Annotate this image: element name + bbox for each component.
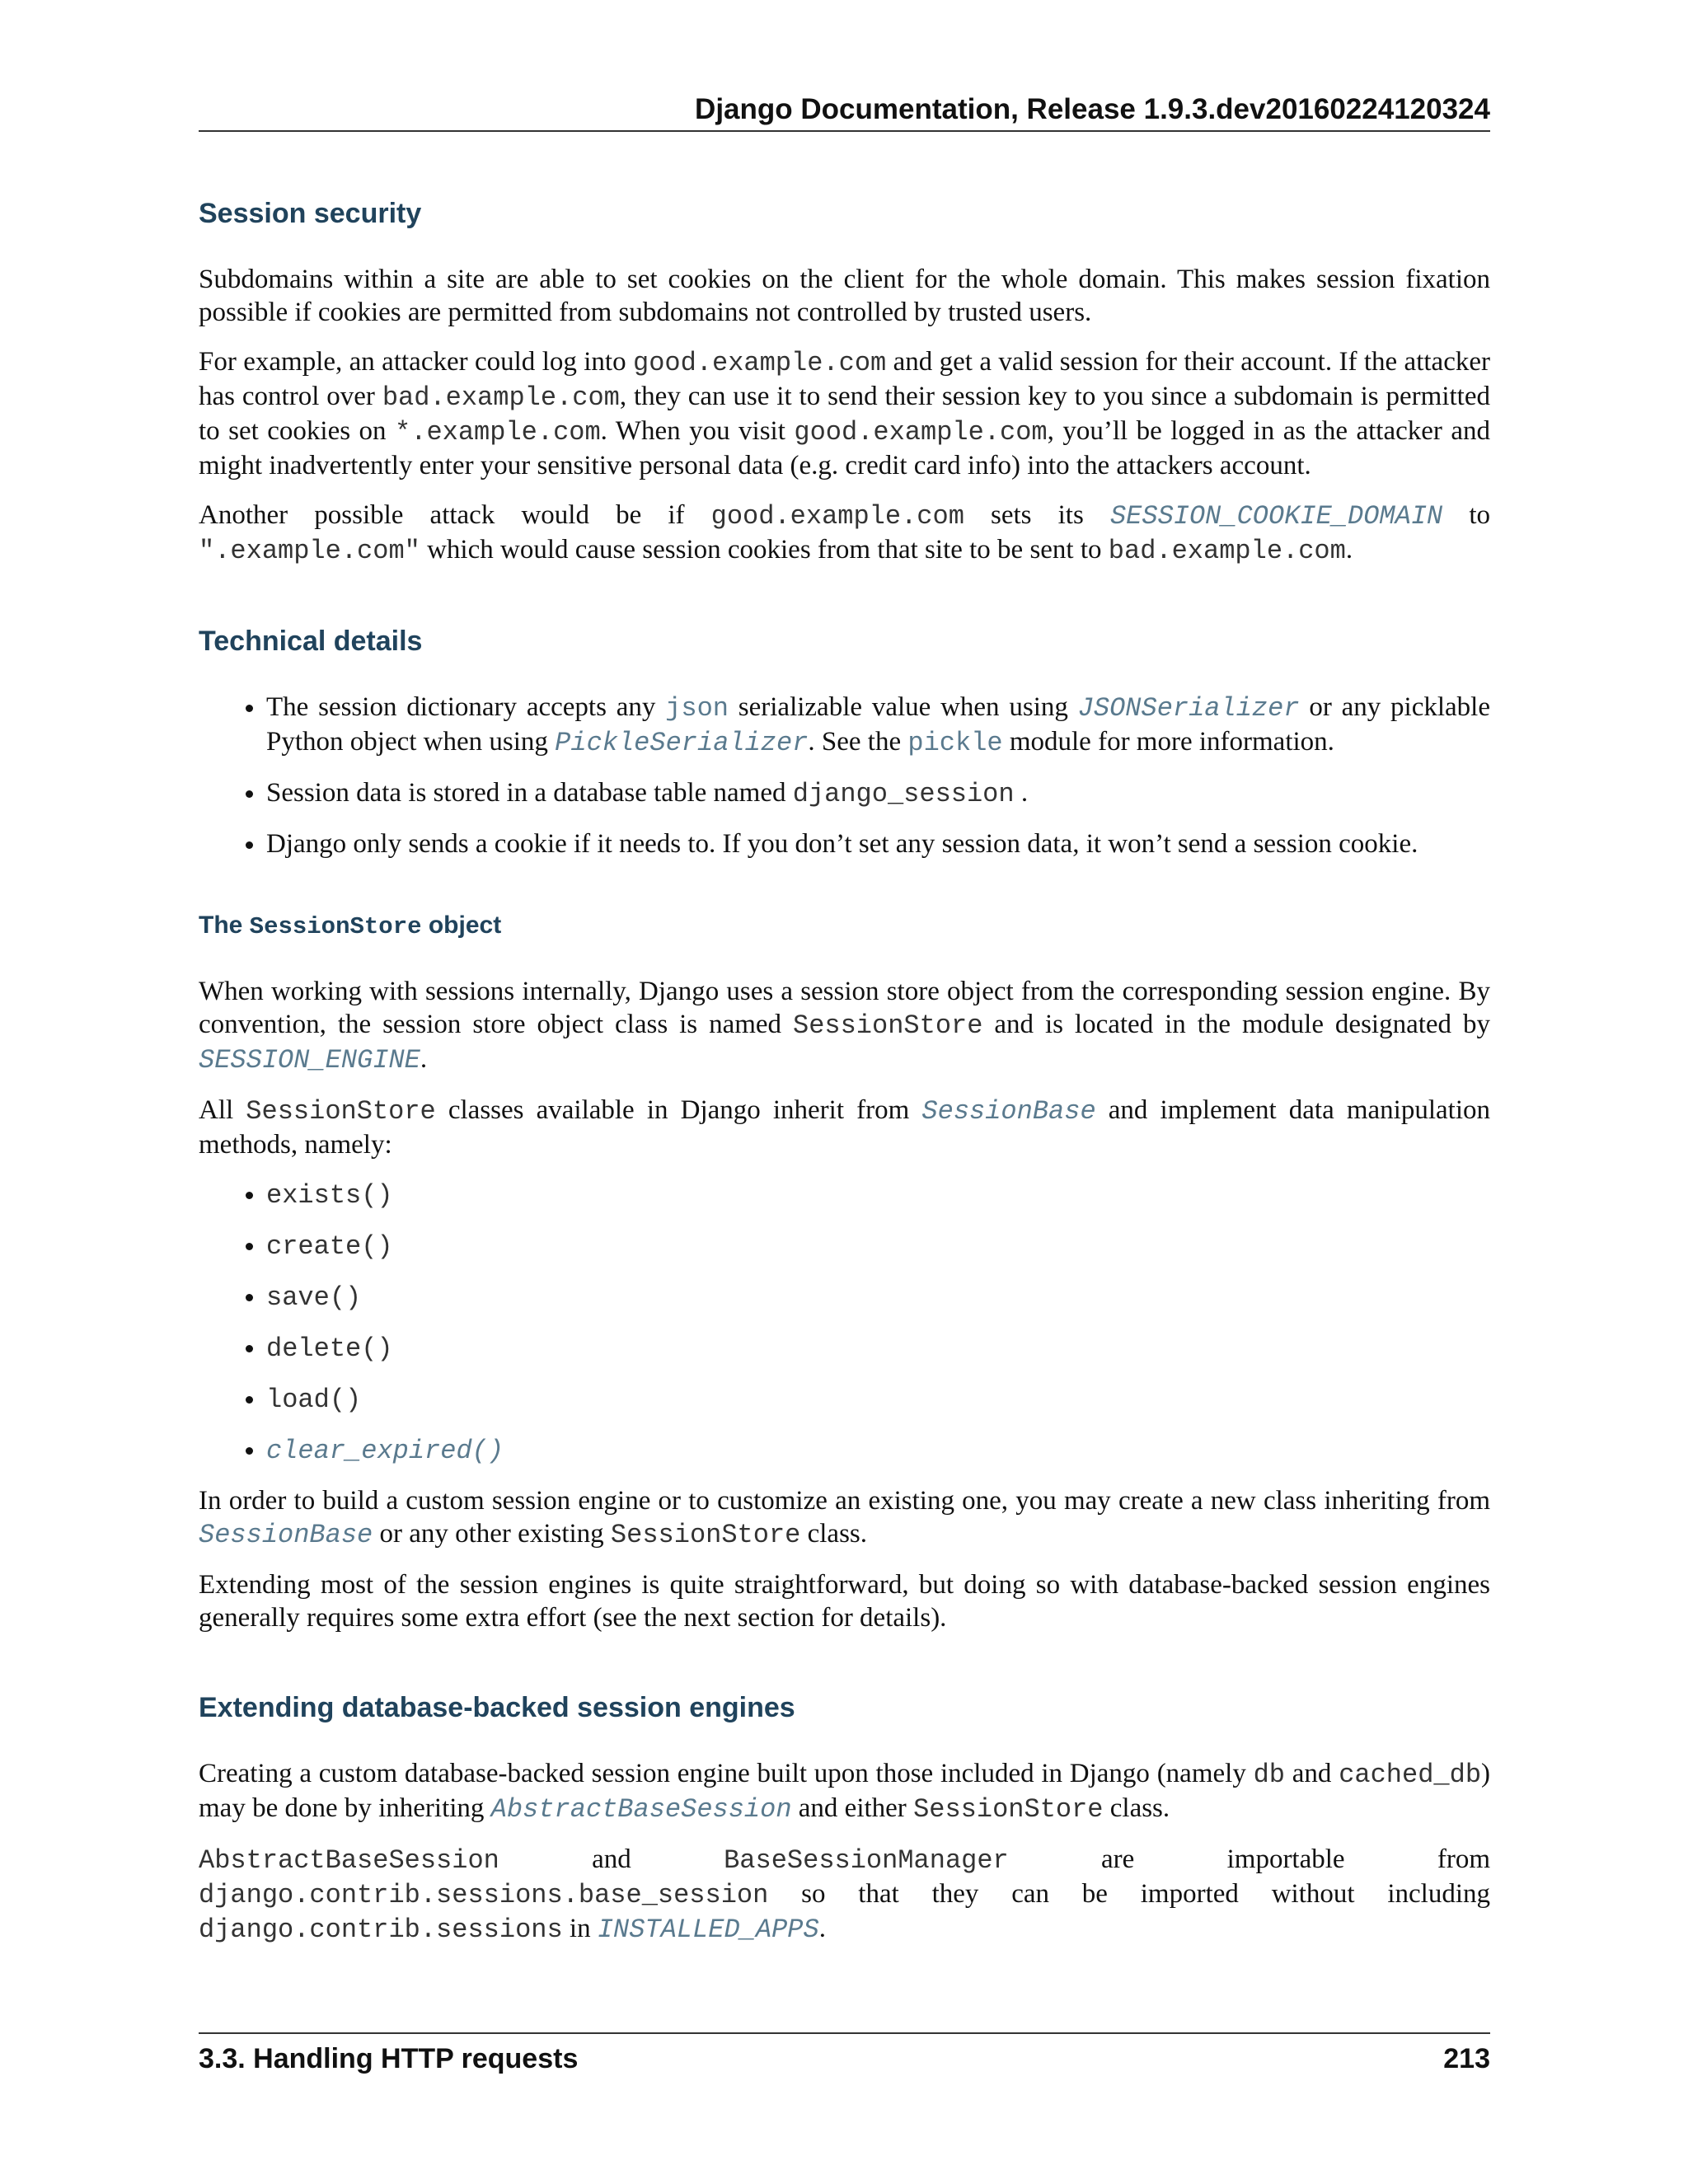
inline-code: good.example.com (632, 348, 887, 378)
heading-technical-details: Technical details (199, 626, 423, 657)
inline-code: django.contrib.sessions (199, 1915, 563, 1945)
link-session-base[interactable]: SessionBase (921, 1096, 1096, 1127)
list-item: • delete() (266, 1331, 1490, 1366)
heading-extending-db-engines: Extending database-backed session engines (199, 1692, 795, 1723)
heading-sessionstore-object: The SessionStore object (199, 912, 502, 940)
list-item (266, 1433, 1490, 1468)
inline-code: good.example.com (710, 501, 964, 532)
inline-code: *.example.com (395, 417, 601, 448)
inline-code: SessionStore (246, 1096, 436, 1127)
inline-code: bad.example.com (1108, 536, 1346, 566)
paragraph: For example, an attacker could log into good.example.com and get a valid session for their account. If the attacker has control over bad.example.com, they can use it to send their session key to you since a subdomain is permitted to set cookies on *.example.com. When you visit good.example.com, you’ll be logged in as the attacker and might inadvertently enter your sensitive personal data (e.g. credit card info) into the attackers account. (199, 347, 1490, 480)
list-item: • create() (266, 1229, 1490, 1263)
inline-code: django.contrib.sessions.base_session (199, 1880, 769, 1910)
link-json-serializer[interactable]: JSONSerializer (1077, 693, 1300, 724)
methods-list (199, 1178, 1490, 1468)
running-header: Django Documentation, Release 1.9.3.dev20160224120324 (199, 89, 1490, 132)
inline-code: db (1253, 1760, 1285, 1790)
footer-section-title: 3.3. Handling HTTP requests (199, 2043, 579, 2074)
bullet-list (199, 691, 1490, 860)
page-number: 213 (1443, 2043, 1490, 2074)
inline-code: bad.example.com (382, 382, 620, 413)
link-abstract-base-session[interactable]: AbstractBaseSession (490, 1794, 792, 1825)
link-session-cookie-domain[interactable]: SESSION_COOKIE_DOMAIN (1109, 501, 1443, 532)
inline-code: SessionStore (913, 1794, 1104, 1825)
paragraph: Creating a custom database-backed session engine built upon those included in Django (namely db and cached_db) may be done by inheriting AbstractBaseSession and either SessionStore class. (199, 1759, 1491, 1825)
inline-code: AbstractBaseSession (199, 1845, 499, 1876)
link-installed-apps[interactable]: INSTALLED_APPS (597, 1915, 819, 1945)
inline-code: BaseSessionManager (724, 1845, 1009, 1876)
link-json[interactable]: json (665, 693, 729, 724)
inline-code: SessionStore (610, 1520, 801, 1550)
link-clear-expired[interactable]: clear_expired() (266, 1436, 504, 1466)
paragraph: When working with sessions internally, Django uses a session store object from the corresponding session engine. By convention, the session store object class is named SessionStore and is located in the module designated by SESSION_ENGINE. (199, 977, 1490, 1076)
link-session-base[interactable]: SessionBase (199, 1520, 373, 1550)
inline-code: django_session (792, 779, 1015, 809)
paragraph: Subdomains within a site are able to set cookies on the client for the whole domain. This makes session fixation possible if cookies are permitted from subdomains not controlled by trusted users. (199, 265, 1490, 327)
link-session-engine[interactable]: SESSION_ENGINE (199, 1045, 420, 1076)
link-pickle[interactable]: pickle (907, 728, 1003, 758)
list-item: • Session data is stored in a database table named django_session . (266, 776, 1490, 811)
inline-code: cached_db (1339, 1760, 1482, 1790)
list-item: • load() (266, 1382, 1490, 1417)
list-item: • save() (266, 1280, 1490, 1315)
paragraph: AbstractBaseSession and BaseSessionManager are importable from django.contrib.sessions.base_session so that they can be imported without including django.contrib.sessions in INSTALLED_APPS. (199, 1844, 1490, 1945)
paragraph: Another possible attack would be if good.example.com sets its SESSION_COOKIE_DOMAIN to ".example.com" which would cause session cookies from that site to be sent to bad.example.com. (199, 500, 1491, 566)
paragraph: All SessionStore classes available in Django inherit from SessionBase and implement data manipulation methods, namely: (199, 1095, 1490, 1160)
page-footer (199, 2032, 1490, 2077)
inline-code: SessionStore (792, 1010, 983, 1041)
paragraph: Extending most of the session engines is quite straightforward, but doing so with database-backed session engines generally requires some extra effort (see the next section for details). (199, 1570, 1490, 1633)
heading-session-security: Session security (199, 198, 422, 229)
list-item: • exists() (266, 1178, 1490, 1212)
inline-code: ".example.com" (199, 536, 420, 566)
paragraph: In order to build a custom session engine or to customize an existing one, you may create a new class inheriting from SessionBase or any other existing SessionStore class. (199, 1486, 1490, 1550)
inline-code: good.example.com (794, 417, 1048, 448)
main-content (199, 190, 1490, 1963)
list-item: • Django only sends a cookie if it needs to. If you don’t set any session data, it won’t send a session cookie. (266, 827, 1490, 860)
list-item: • The session dictionary accepts any json serializable value when using JSONSerializer or any picklable Python object when using PickleSerializer. See the pickle module for more information. (266, 691, 1490, 760)
link-pickle-serializer[interactable]: PickleSerializer (555, 728, 809, 758)
